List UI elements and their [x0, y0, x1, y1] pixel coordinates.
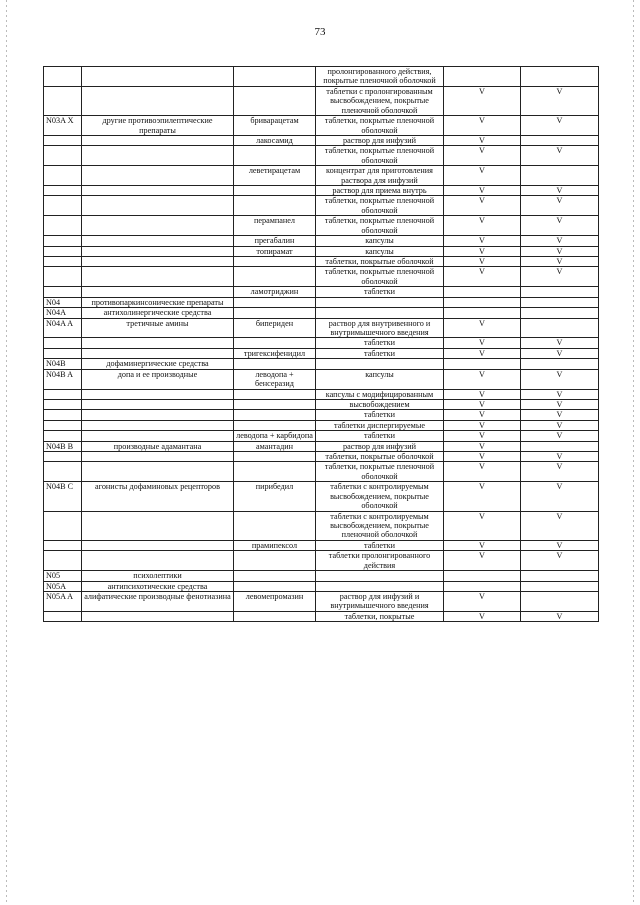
- inn-cell: [234, 257, 316, 267]
- mark-2-cell: V: [521, 399, 599, 409]
- mark-1-cell: V: [444, 186, 521, 196]
- table-row: [44, 135, 599, 145]
- table-row: [44, 462, 599, 482]
- inn-cell: левомепромазин: [234, 591, 316, 611]
- scan-edge-left: [6, 0, 7, 905]
- atc-code-cell: [44, 216, 82, 236]
- mark-1-cell: V: [444, 216, 521, 236]
- table-row: [44, 287, 599, 297]
- dosage-form-cell: [316, 571, 444, 581]
- table-row: [44, 236, 599, 246]
- table-row: [44, 257, 599, 267]
- mark-2-cell: [521, 297, 599, 307]
- dosage-form-cell: таблетки, покрытые оболочкой: [316, 257, 444, 267]
- table-row: [44, 246, 599, 256]
- mark-2-cell: [521, 571, 599, 581]
- mark-2-cell: [521, 166, 599, 186]
- mark-1-cell: V: [444, 146, 521, 166]
- mark-2-cell: V: [521, 338, 599, 348]
- mark-1-cell: V: [444, 462, 521, 482]
- pharm-group-cell: дофаминергические средства: [82, 359, 234, 369]
- dosage-form-cell: таблетки: [316, 540, 444, 550]
- pharm-group-cell: [82, 399, 234, 409]
- inn-cell: [234, 196, 316, 216]
- dosage-form-cell: таблетки, покрытые пленочной оболочкой: [316, 462, 444, 482]
- atc-code-cell: N04B C: [44, 482, 82, 511]
- inn-cell: [234, 511, 316, 540]
- table-row: [44, 369, 599, 389]
- dosage-form-cell: [316, 297, 444, 307]
- mark-2-cell: V: [521, 216, 599, 236]
- page-number: 73: [314, 26, 326, 38]
- dosage-form-cell: капсулы: [316, 369, 444, 389]
- atc-code-cell: N05A A: [44, 591, 82, 611]
- table-row: [44, 267, 599, 287]
- mark-1-cell: [444, 67, 521, 87]
- mark-2-cell: V: [521, 431, 599, 441]
- pharm-group-cell: антипсихотические средства: [82, 581, 234, 591]
- pharm-group-cell: [82, 551, 234, 571]
- mark-2-cell: [521, 591, 599, 611]
- mark-2-cell: V: [521, 369, 599, 389]
- atc-code-cell: [44, 611, 82, 621]
- pharm-group-cell: [82, 166, 234, 186]
- pharm-group-cell: [82, 246, 234, 256]
- atc-code-cell: N04B B: [44, 441, 82, 451]
- mark-1-cell: V: [444, 135, 521, 145]
- mark-2-cell: V: [521, 267, 599, 287]
- mark-2-cell: V: [521, 462, 599, 482]
- mark-2-cell: V: [521, 116, 599, 136]
- atc-code-cell: [44, 462, 82, 482]
- inn-cell: пирибедил: [234, 482, 316, 511]
- dosage-form-cell: [316, 359, 444, 369]
- inn-cell: тригексифенидил: [234, 348, 316, 358]
- pharm-group-cell: [82, 452, 234, 462]
- pharm-group-cell: антихолинергические средства: [82, 308, 234, 318]
- pharm-group-cell: [82, 410, 234, 420]
- inn-cell: лакосамид: [234, 135, 316, 145]
- atc-code-cell: [44, 287, 82, 297]
- inn-cell: [234, 420, 316, 430]
- table-row: [44, 297, 599, 307]
- mark-2-cell: V: [521, 196, 599, 216]
- dosage-form-cell: таблетки, покрытые пленочной оболочкой: [316, 267, 444, 287]
- table-row: [44, 591, 599, 611]
- dosage-form-cell: таблетки с контролируемым высвобождением, покрытые пленочной оболочкой: [316, 511, 444, 540]
- atc-code-cell: [44, 348, 82, 358]
- mark-1-cell: V: [444, 318, 521, 338]
- dosage-form-cell: таблетки, покрытые пленочной оболочкой: [316, 196, 444, 216]
- atc-code-cell: [44, 452, 82, 462]
- table-row: [44, 551, 599, 571]
- dosage-form-cell: раствор для инфузий и внутримышечного введения: [316, 591, 444, 611]
- atc-code-cell: [44, 135, 82, 145]
- atc-code-cell: [44, 540, 82, 550]
- pharm-group-cell: [82, 348, 234, 358]
- atc-code-cell: [44, 399, 82, 409]
- mark-2-cell: V: [521, 146, 599, 166]
- mark-2-cell: [521, 308, 599, 318]
- inn-cell: [234, 359, 316, 369]
- mark-1-cell: [444, 581, 521, 591]
- atc-code-cell: [44, 196, 82, 216]
- atc-code-cell: [44, 267, 82, 287]
- pharm-group-cell: [82, 540, 234, 550]
- table-row: [44, 511, 599, 540]
- atc-code-cell: [44, 389, 82, 399]
- inn-cell: [234, 410, 316, 420]
- table-row: [44, 348, 599, 358]
- inn-cell: топирамат: [234, 246, 316, 256]
- mark-2-cell: [521, 359, 599, 369]
- mark-2-cell: V: [521, 540, 599, 550]
- dosage-form-cell: таблетки: [316, 348, 444, 358]
- table-row: [44, 581, 599, 591]
- table-row: [44, 146, 599, 166]
- mark-1-cell: V: [444, 348, 521, 358]
- mark-2-cell: [521, 318, 599, 338]
- inn-cell: [234, 452, 316, 462]
- mark-1-cell: V: [444, 338, 521, 348]
- inn-cell: [234, 297, 316, 307]
- pharm-group-cell: [82, 338, 234, 348]
- inn-cell: [234, 146, 316, 166]
- dosage-form-cell: таблетки, покрытые пленочной оболочкой: [316, 216, 444, 236]
- atc-code-cell: [44, 257, 82, 267]
- pharm-group-cell: [82, 196, 234, 216]
- inn-cell: [234, 611, 316, 621]
- mark-1-cell: V: [444, 369, 521, 389]
- inn-cell: [234, 462, 316, 482]
- table-row: [44, 571, 599, 581]
- mark-2-cell: [521, 581, 599, 591]
- dosage-form-cell: раствор для внутривенного и внутримышечного введения: [316, 318, 444, 338]
- mark-1-cell: V: [444, 389, 521, 399]
- table-row: [44, 216, 599, 236]
- mark-1-cell: V: [444, 399, 521, 409]
- pharm-group-cell: производные адамантана: [82, 441, 234, 451]
- mark-2-cell: V: [521, 257, 599, 267]
- dosage-form-cell: таблетки, покрытые пленочной оболочкой: [316, 146, 444, 166]
- pharm-group-cell: психолептики: [82, 571, 234, 581]
- table-row: [44, 318, 599, 338]
- atc-code-cell: N05: [44, 571, 82, 581]
- table-row: [44, 410, 599, 420]
- atc-code-cell: N04B A: [44, 369, 82, 389]
- inn-cell: [234, 67, 316, 87]
- mark-1-cell: [444, 359, 521, 369]
- dosage-form-cell: раствор для приема внутрь: [316, 186, 444, 196]
- pharm-group-cell: [82, 186, 234, 196]
- dosage-form-cell: таблетки: [316, 287, 444, 297]
- table-row: [44, 338, 599, 348]
- table-row: [44, 420, 599, 430]
- mark-2-cell: V: [521, 410, 599, 420]
- pharm-group-cell: [82, 420, 234, 430]
- pharm-group-cell: [82, 146, 234, 166]
- mark-2-cell: [521, 441, 599, 451]
- atc-code-cell: N03A X: [44, 116, 82, 136]
- pharm-group-cell: [82, 431, 234, 441]
- mark-1-cell: V: [444, 267, 521, 287]
- mark-2-cell: V: [521, 482, 599, 511]
- mark-1-cell: [444, 297, 521, 307]
- pharm-group-cell: [82, 389, 234, 399]
- inn-cell: [234, 86, 316, 115]
- mark-1-cell: V: [444, 116, 521, 136]
- pharm-group-cell: [82, 67, 234, 87]
- dosage-form-cell: капсулы: [316, 236, 444, 246]
- table-row: [44, 186, 599, 196]
- inn-cell: прегабалин: [234, 236, 316, 246]
- inn-cell: бриварацетам: [234, 116, 316, 136]
- table-row: [44, 86, 599, 115]
- dosage-form-cell: таблетки с контролируемым высвобождением, покрытые оболочкой: [316, 482, 444, 511]
- dosage-form-cell: таблетки, покрытые пленочной оболочкой: [316, 116, 444, 136]
- atc-code-cell: [44, 236, 82, 246]
- mark-1-cell: V: [444, 196, 521, 216]
- mark-2-cell: V: [521, 511, 599, 540]
- inn-cell: леводопа + карбидопа: [234, 431, 316, 441]
- dosage-form-cell: высвобождением: [316, 399, 444, 409]
- atc-code-cell: [44, 86, 82, 115]
- pharm-group-cell: [82, 236, 234, 246]
- table-row: [44, 389, 599, 399]
- atc-code-cell: N04A: [44, 308, 82, 318]
- pharm-group-cell: [82, 135, 234, 145]
- mark-1-cell: V: [444, 166, 521, 186]
- dosage-form-cell: таблетки: [316, 410, 444, 420]
- medication-table: [43, 66, 599, 622]
- dosage-form-cell: таблетки, покрытые оболочкой: [316, 452, 444, 462]
- atc-code-cell: N04B: [44, 359, 82, 369]
- mark-2-cell: V: [521, 420, 599, 430]
- dosage-form-cell: пролонгированного действия, покрытые пленочной оболочкой: [316, 67, 444, 87]
- mark-1-cell: V: [444, 86, 521, 115]
- dosage-form-cell: капсулы: [316, 246, 444, 256]
- mark-2-cell: V: [521, 389, 599, 399]
- atc-code-cell: [44, 146, 82, 166]
- mark-2-cell: V: [521, 611, 599, 621]
- mark-1-cell: V: [444, 540, 521, 550]
- dosage-form-cell: таблетки пролонгированного действия: [316, 551, 444, 571]
- table-row: [44, 441, 599, 451]
- atc-code-cell: [44, 410, 82, 420]
- pharm-group-cell: [82, 511, 234, 540]
- mark-1-cell: V: [444, 236, 521, 246]
- pharm-group-cell: [82, 611, 234, 621]
- inn-cell: [234, 551, 316, 571]
- dosage-form-cell: раствор для инфузий: [316, 135, 444, 145]
- atc-code-cell: [44, 166, 82, 186]
- inn-cell: [234, 581, 316, 591]
- inn-cell: амантадин: [234, 441, 316, 451]
- mark-1-cell: V: [444, 246, 521, 256]
- mark-2-cell: V: [521, 452, 599, 462]
- pharm-group-cell: [82, 267, 234, 287]
- atc-code-cell: [44, 511, 82, 540]
- table-row: [44, 308, 599, 318]
- atc-code-cell: [44, 67, 82, 87]
- inn-cell: [234, 338, 316, 348]
- pharm-group-cell: другие противоэпилептические препараты: [82, 116, 234, 136]
- pharm-group-cell: противопаркинсонические препараты: [82, 297, 234, 307]
- inn-cell: ламотриджин: [234, 287, 316, 297]
- mark-1-cell: V: [444, 431, 521, 441]
- scan-edge-right: [633, 0, 634, 905]
- table-row: [44, 452, 599, 462]
- atc-code-cell: N05A: [44, 581, 82, 591]
- table-row: [44, 399, 599, 409]
- mark-2-cell: [521, 135, 599, 145]
- table-row: [44, 611, 599, 621]
- pharm-group-cell: алифатические производные фенотиазина: [82, 591, 234, 611]
- atc-code-cell: [44, 420, 82, 430]
- table-row: [44, 116, 599, 136]
- mark-2-cell: V: [521, 246, 599, 256]
- inn-cell: [234, 267, 316, 287]
- atc-code-cell: N04: [44, 297, 82, 307]
- table-row: [44, 482, 599, 511]
- mark-1-cell: V: [444, 591, 521, 611]
- mark-2-cell: [521, 67, 599, 87]
- inn-cell: прамипексол: [234, 540, 316, 550]
- table-row: [44, 431, 599, 441]
- pharm-group-cell: [82, 462, 234, 482]
- atc-code-cell: [44, 338, 82, 348]
- mark-1-cell: [444, 308, 521, 318]
- table-row: [44, 196, 599, 216]
- pharm-group-cell: [82, 257, 234, 267]
- inn-cell: [234, 308, 316, 318]
- mark-1-cell: [444, 571, 521, 581]
- mark-1-cell: V: [444, 511, 521, 540]
- mark-1-cell: V: [444, 410, 521, 420]
- table-row: [44, 166, 599, 186]
- mark-2-cell: [521, 287, 599, 297]
- dosage-form-cell: капсулы с модифицированным: [316, 389, 444, 399]
- mark-1-cell: V: [444, 420, 521, 430]
- dosage-form-cell: таблетки: [316, 338, 444, 348]
- pharm-group-cell: [82, 287, 234, 297]
- pharm-group-cell: агонисты дофаминовых рецепторов: [82, 482, 234, 511]
- mark-1-cell: V: [444, 611, 521, 621]
- dosage-form-cell: таблетки: [316, 431, 444, 441]
- atc-code-cell: [44, 431, 82, 441]
- inn-cell: леводопа + бенсеразид: [234, 369, 316, 389]
- medication-table-body: [44, 67, 599, 622]
- dosage-form-cell: таблетки, покрытые: [316, 611, 444, 621]
- mark-1-cell: V: [444, 452, 521, 462]
- table-row: [44, 540, 599, 550]
- atc-code-cell: N04A A: [44, 318, 82, 338]
- mark-2-cell: V: [521, 236, 599, 246]
- dosage-form-cell: таблетки диспергируемые: [316, 420, 444, 430]
- mark-2-cell: V: [521, 348, 599, 358]
- dosage-form-cell: [316, 581, 444, 591]
- mark-1-cell: V: [444, 551, 521, 571]
- mark-2-cell: V: [521, 86, 599, 115]
- inn-cell: [234, 186, 316, 196]
- inn-cell: бипериден: [234, 318, 316, 338]
- dosage-form-cell: раствор для инфузий: [316, 441, 444, 451]
- inn-cell: [234, 571, 316, 581]
- table-row: [44, 67, 599, 87]
- mark-2-cell: V: [521, 186, 599, 196]
- inn-cell: леветирацетам: [234, 166, 316, 186]
- mark-1-cell: V: [444, 441, 521, 451]
- pharm-group-cell: третичные амины: [82, 318, 234, 338]
- dosage-form-cell: таблетки с пролонгированным высвобождением, покрытые пленочной оболочкой: [316, 86, 444, 115]
- atc-code-cell: [44, 186, 82, 196]
- dosage-form-cell: концентрат для приготовления раствора для инфузий: [316, 166, 444, 186]
- mark-1-cell: [444, 287, 521, 297]
- pharm-group-cell: [82, 216, 234, 236]
- inn-cell: перампанел: [234, 216, 316, 236]
- mark-1-cell: V: [444, 482, 521, 511]
- inn-cell: [234, 399, 316, 409]
- mark-1-cell: V: [444, 257, 521, 267]
- pharm-group-cell: [82, 86, 234, 115]
- atc-code-cell: [44, 246, 82, 256]
- mark-2-cell: V: [521, 551, 599, 571]
- inn-cell: [234, 389, 316, 399]
- dosage-form-cell: [316, 308, 444, 318]
- atc-code-cell: [44, 551, 82, 571]
- table-row: [44, 359, 599, 369]
- pharm-group-cell: допа и ее производные: [82, 369, 234, 389]
